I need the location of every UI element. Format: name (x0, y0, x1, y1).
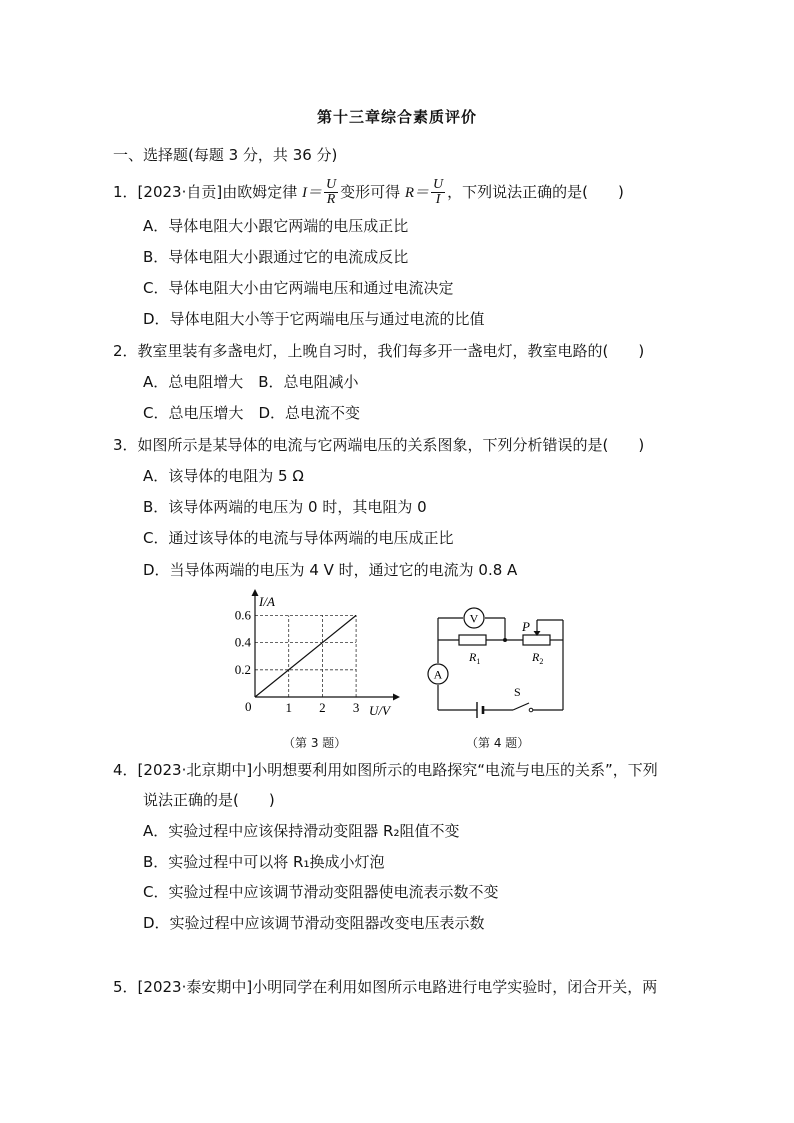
page-title: 第十三章综合素质评价 (316, 108, 477, 126)
q1-formula1-lhs: I＝ (301, 185, 322, 201)
question-3-stem: 3．如图所示是某导体的电流与它两端电压的关系图象，下列分析错误的是( ) (113, 436, 645, 454)
q1-fraction-1-num: U (325, 177, 337, 192)
x-axis-arrow (393, 694, 400, 701)
q1-formula2-lhs: R＝ (404, 185, 430, 201)
r2-label (531, 650, 543, 666)
voltmeter-label: V (469, 611, 479, 626)
section-heading: 一、选择题(每题 3 分，共 36 分) (113, 146, 338, 164)
x-tick-labels (285, 700, 359, 715)
q3-option-a: A．该导体的电阻为 5 Ω (143, 467, 304, 485)
q4-option-b: B．实验过程中可以将 R₁换成小灯泡 (143, 853, 385, 871)
x-axis-label: U/V (369, 703, 390, 718)
junction-node (503, 638, 507, 642)
question-4-stem-line-2: 说法正确的是( ) (143, 791, 275, 809)
question-1-stem (113, 178, 624, 207)
switch-blade (513, 703, 529, 710)
q1-fraction-1-den: R (326, 192, 336, 207)
figure-4-caption: （第 4 题） (466, 736, 530, 750)
question-5-stem: 5．[2023·泰安期中]小明同学在利用如图所示电路进行电学实验时，闭合开关，两 (113, 978, 658, 996)
q1-prefix: 1．[2023·自贡]由欧姆定律 (113, 183, 302, 201)
y-tick-labels (235, 607, 252, 676)
q1-option-c: C．导体电阻大小由它两端电压和通过电流决定 (143, 279, 454, 297)
resistor-r1 (459, 635, 486, 645)
switch-label: S (514, 685, 521, 699)
question-2-stem: 2．教室里装有多盏电灯，上晚自习时，我们每多开一盏电灯，教室电路的( ) (113, 342, 645, 360)
q1-fraction-2-den: I (435, 192, 441, 207)
resistor-r2 (523, 635, 550, 645)
q3-option-b: B．该导体两端的电压为 0 时，其电阻为 0 (143, 498, 427, 516)
circuit-diagram (425, 600, 570, 718)
iu-graph (225, 588, 400, 720)
switch-contact (529, 708, 533, 712)
y-tick-label: 0.6 (234, 607, 251, 623)
q3-option-c: C．通过该导体的电流与导体两端的电压成正比 (143, 529, 454, 547)
y-tick-label: 0.2 (234, 661, 251, 677)
q4-option-d: D．实验过程中应该调节滑动变阻器改变电压表示数 (143, 914, 485, 932)
x-tick-label: 3 (352, 700, 360, 715)
figure-3-caption: （第 3 题） (283, 736, 347, 750)
q1-option-b: B．导体电阻大小跟通过它的电流成反比 (143, 248, 409, 266)
y-axis-label: I/A (259, 594, 275, 609)
series-lines (255, 615, 356, 697)
r2-label-sub: 2 (539, 657, 544, 666)
q1-middle: 变形可得 (340, 183, 405, 201)
y-axis-arrow (252, 589, 259, 596)
ammeter-label: A (433, 667, 443, 682)
q1-fraction-2-num: U (433, 177, 444, 192)
q3-option-d: D．当导体两端的电压为 4 V 时，通过它的电流为 0.8 A (143, 561, 518, 579)
q1-suffix: ，下列说法正确的是( ) (447, 183, 624, 201)
q2-options-row-2: C．总电压增大 D．总电流不变 (143, 404, 361, 422)
q4-option-c: C．实验过程中应该调节滑动变阻器使电流表示数不变 (143, 883, 499, 901)
x-tick-label: 2 (319, 700, 326, 715)
r1-label-sub: 1 (476, 657, 481, 666)
r1-label (468, 650, 480, 666)
q1-fraction-1 (324, 178, 338, 207)
q2-options-row-1: A．总电阻增大 B．总电阻减小 (143, 373, 359, 391)
origin-label: 0 (245, 699, 252, 714)
q1-option-d: D．导体电阻大小等于它两端电压与通过电流的比值 (143, 310, 485, 328)
q1-option-a: A．导体电阻大小跟它两端的电压成正比 (143, 217, 409, 235)
x-tick-label: 1 (285, 700, 292, 715)
q4-option-a: A．实验过程中应该保持滑动变阻器 R₂阻值不变 (143, 822, 460, 840)
slider-label: P (522, 619, 530, 634)
series-line (255, 615, 356, 697)
y-tick-label: 0.4 (234, 634, 251, 650)
r2-label-main: R (532, 650, 540, 664)
question-4-stem-line-1: 4．[2023·北京期中]小明想要利用如图所示的电路探究“电流与电压的关系”，下列 (113, 761, 658, 779)
r1-label-main: R (469, 650, 477, 664)
q1-fraction-2 (431, 178, 445, 207)
